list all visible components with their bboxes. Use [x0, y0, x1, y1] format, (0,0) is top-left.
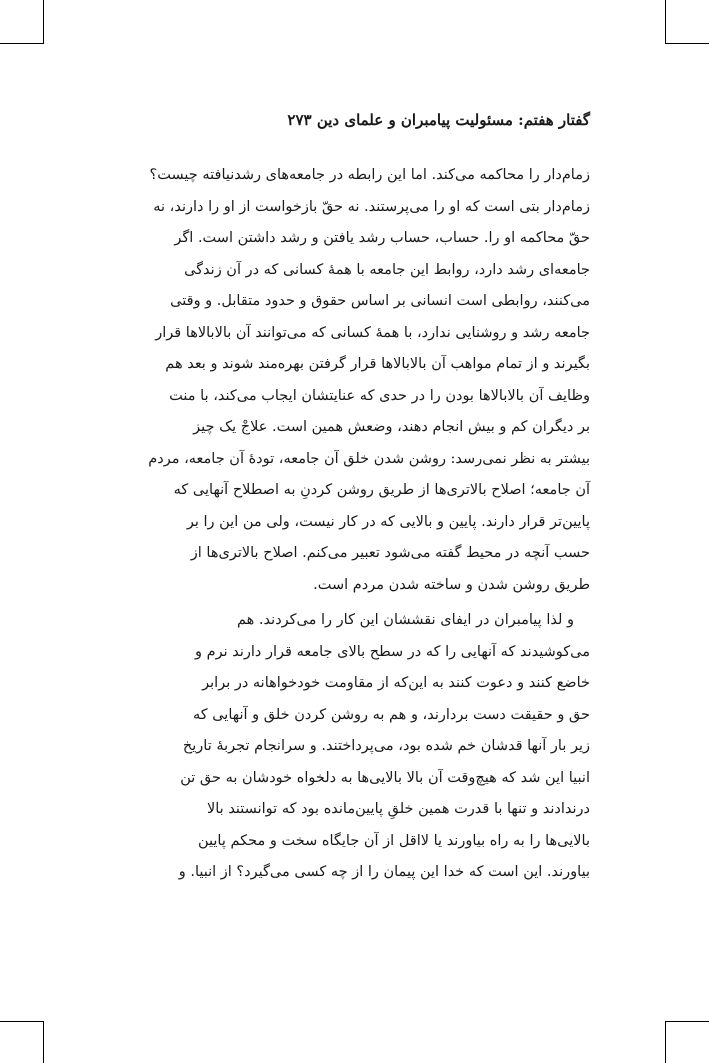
crop-mark-top-left-vertical: [43, 0, 44, 44]
crop-mark-bottom-right-vertical: [665, 1021, 666, 1063]
text-line: و لذا پیامبران در ایفای نقششان این کار را می‌کردند. هم: [237, 612, 574, 628]
crop-mark-top-right-horizontal: [666, 43, 709, 44]
text-line: خاضع کنند و دعوت کنند به این‌که از مقاومت خودخواهانه در برابر: [202, 675, 590, 691]
paragraph-1: [118, 160, 590, 601]
text-line: وظایف آن بالابالاها بودن را در حدی که عنایتشان ایجاب می‌کند، با منت: [169, 387, 590, 404]
page-number: ۲۷۳: [287, 111, 312, 129]
text-line: جامعه رشد و روشنایی ندارد، با همهٔ کسانی که می‌توانند آن بالابالاها قرار: [155, 324, 590, 341]
text-line: زمام‌دار بتی است که او را می‌پرستند. نه حقّ بازخواست از او را دارند، نه: [153, 198, 590, 215]
text-line: جامعه‌ای رشد دارد، روابط این جامعه با همهٔ کسانی که در آن زندگی: [184, 261, 590, 278]
text-line: می‌کوشیدند که آنهایی را که در سطح بالای جامعه قرار دارند نرم و: [195, 643, 590, 660]
crop-mark-top-right-vertical: [665, 0, 666, 44]
crop-mark-bottom-left-vertical: [43, 1021, 44, 1063]
text-line: درندادند و تنها با قدرت همین خلقِ پایین‌مانده بود که توانستند بالا: [206, 801, 590, 817]
text-line: زمام‌دار را محاکمه می‌کند. اما این رابطه در جامعه‌های رشدنیافته چیست؟: [149, 167, 590, 183]
running-head: [118, 108, 590, 132]
text-line: آن جامعه؛ اصلاح بالاتری‌ها از طریق روشن کردنِ به اصطلاح آنهایی که: [173, 482, 590, 498]
text-line: بر دیگران کم و بیش انجام دهند، وضعش همین است. علاجْ یک چیز: [193, 419, 590, 435]
chapter-title: گفتار هفتم: مسئولیت پیامبران و علمای دین: [316, 111, 590, 129]
text-line: پایین‌تر قرار دارند. پایین و بالایی که در کار نیست، ولی من این را بر: [186, 513, 590, 530]
text-line: حق و حقیقت دست بردارند، و هم به روشن کردن خلق و آنهایی که: [192, 706, 590, 723]
text-line: حسب آنچه در محیط گفته می‌شود تعبیر می‌کنم. اصلاح بالاتری‌ها از: [190, 545, 590, 561]
text-line: حقّ محاکمه او را. حساب، حساب رشد یافتن و رشد داشتن است. اگر: [174, 230, 590, 246]
text-line: طریق روشن شدن و ساخته شدن مردم است.: [313, 576, 590, 593]
crop-mark-bottom-right-horizontal: [666, 1021, 709, 1022]
text-line: بالایی‌ها را به راه بیاورند یا لااقل از آن جایگاه سخت و محکم پایین: [197, 832, 590, 849]
body-text: [118, 160, 590, 889]
text-line: بگیرند و از تمام مواهب آن بالابالاها قرار گرفتن بهره‌مند شوند و بعد هم: [165, 356, 590, 372]
text-line: بیشتر به نظر نمی‌رسد: روشن شدن خلق آن جامعه، تودهٔ آن جامعه، مردم: [148, 450, 590, 467]
crop-mark-top-left-horizontal: [0, 43, 44, 44]
text-line: بیاورند. این است که خدا این پیمان را از چه کسی می‌گیرد؟ از انبیا. و: [178, 864, 590, 880]
paragraph-2: [118, 605, 590, 889]
crop-mark-bottom-left-horizontal: [0, 1021, 44, 1022]
text-line: انبیا این شد که هیچ‌وقت آن بالا بالایی‌ها به دلخواه خودشان به حق تن: [180, 769, 590, 786]
text-line: می‌کنند، روابطی است انسانی بر اساس حقوق و حدود متقابل. و وقتی: [170, 293, 590, 309]
text-line: زیر بار آنها قدشان خم شده بود، می‌پرداختند. و سرانجام تجربهٔ تاریخ: [182, 738, 590, 754]
